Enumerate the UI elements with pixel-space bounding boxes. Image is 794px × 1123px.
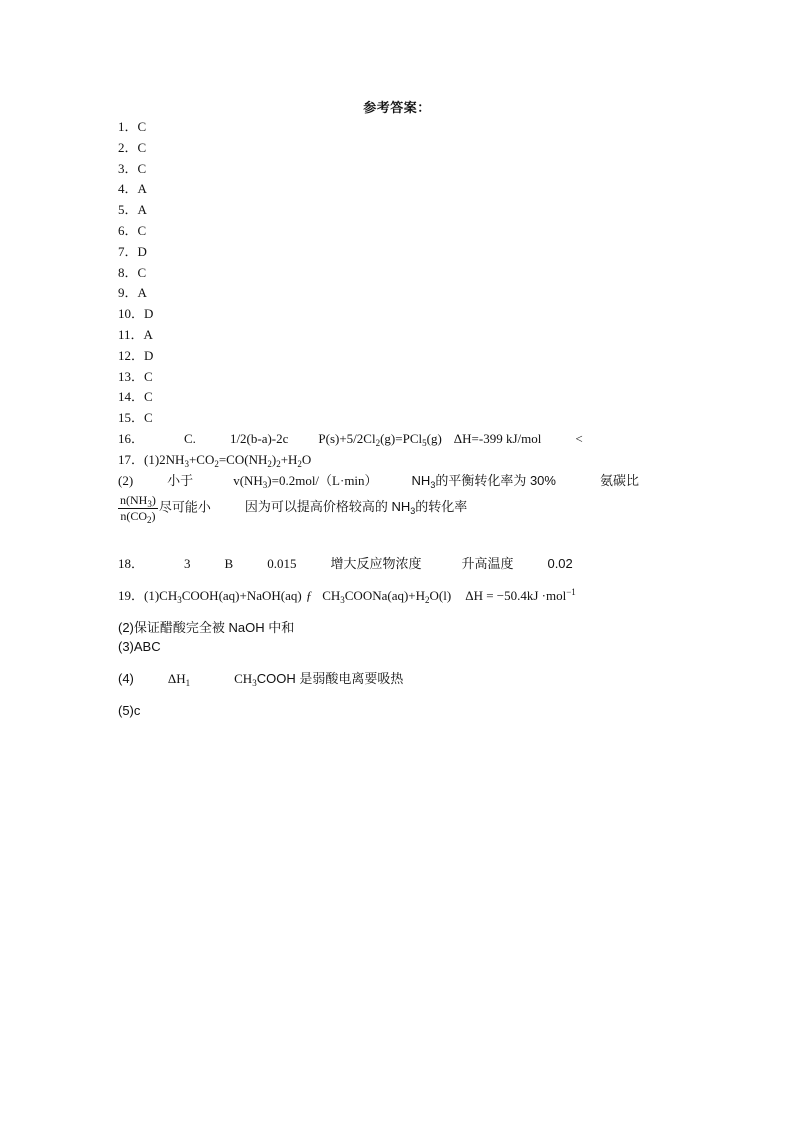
answer-16	[118, 431, 583, 447]
answer-17-sub-2: (2)	[118, 473, 134, 488]
answer-number: 14．	[118, 389, 145, 405]
answer-16-part-a: C.	[184, 431, 196, 446]
answer-number: 4．	[118, 181, 138, 197]
answer-choice: C	[137, 160, 147, 176]
answer-item	[118, 181, 147, 197]
answer-18-number: 18．	[118, 556, 145, 571]
answer-18-part-e: 升高温度	[461, 556, 514, 571]
ammonia-carbon-ratio-fraction: $\frac{n(NH_3)}{n(CO_2)}$	[120, 493, 156, 525]
answer-number: 9．	[118, 285, 138, 301]
answer-item	[118, 223, 146, 239]
answer-item	[118, 348, 153, 364]
answer-18-part-c: 0.015	[267, 556, 297, 571]
answer-number: 1．	[118, 119, 138, 134]
answer-number: 6．	[118, 223, 138, 238]
answer-17-part-c: $NH_3$的平衡转化率为 30%	[411, 473, 556, 490]
answer-choice: D	[137, 243, 147, 259]
answer-17-part-a: 小于	[167, 473, 194, 488]
answer-number: 13．	[118, 368, 145, 384]
answer-item	[118, 119, 146, 135]
answer-choice: A	[137, 202, 147, 218]
answer-16-part-c: $P(s)+5/2Cl_2(g)=PCl_5(g)$	[318, 431, 442, 448]
answer-number: 12．	[118, 347, 145, 363]
answer-17-line-1	[118, 452, 311, 468]
answer-item	[118, 327, 153, 343]
answer-item	[118, 285, 147, 301]
answer-choice: A	[137, 285, 147, 301]
answer-18-part-b: B	[224, 556, 234, 571]
answer-choice: C	[137, 264, 147, 280]
answer-number: 7．	[118, 243, 138, 259]
answer-item	[118, 161, 146, 177]
answer-number: 5．	[118, 202, 138, 218]
answer-number: 15．	[118, 410, 145, 426]
answer-17-line-3	[118, 493, 467, 524]
answer-18	[118, 556, 573, 572]
answer-number: 3．	[118, 160, 138, 176]
answer-19-equation: $(1)CH_3COOH(aq)+NaOH(aq)$ ƒ $CH_3COONa(aq)+H_2O(l)$	[144, 588, 452, 605]
answer-choice: C	[144, 368, 153, 384]
answer-item	[118, 410, 153, 426]
answer-19-line-5: (5)c	[118, 703, 141, 718]
answer-number: 11．	[118, 327, 144, 342]
answer-18-part-f: 0.02	[547, 556, 573, 571]
answer-item	[118, 369, 153, 385]
answer-19-line-4	[118, 671, 403, 687]
answer-17-part-b: $v(NH_3)=0.2mol/(L\cdot\min)$	[233, 473, 378, 490]
answer-19-line-1	[118, 588, 576, 604]
answer-19-number: 19．	[118, 588, 145, 603]
answer-number: 10．	[118, 306, 145, 322]
answer-19-part-a: $\Delta H_1$	[167, 671, 191, 688]
answer-number: 8．	[118, 264, 138, 280]
answer-choice: C	[144, 389, 153, 405]
answer-item	[118, 244, 147, 260]
answer-choice: C	[144, 410, 153, 426]
answer-16-number: 16．	[118, 431, 145, 446]
answer-17-part-d: 氨碳比	[599, 473, 639, 488]
answer-18-part-d: 增大反应物浓度	[330, 556, 422, 571]
answer-18-part-a: 3	[184, 556, 191, 571]
answer-17-part-e: 尽可能小	[158, 499, 211, 515]
answer-16-part-d: ΔH=-399 kJ/mol	[453, 431, 542, 446]
answer-choice: D	[144, 347, 154, 363]
answer-19-line-2: (2)保证醋酸完全被 NaOH 中和	[118, 620, 295, 635]
answer-item	[118, 265, 146, 281]
answer-item	[118, 306, 153, 322]
answer-16-part-b: 1/2(b-a)-2c	[229, 431, 289, 446]
answer-item	[118, 202, 147, 218]
page-title: 参考答案：	[363, 100, 431, 115]
answer-17-line-2	[118, 473, 639, 489]
answer-19-part-b: $CH_3COOH$ 是弱酸电离要吸热	[234, 671, 404, 688]
answer-19-line-3: (3)ABC	[118, 639, 161, 654]
answer-number: 2．	[118, 139, 138, 155]
answer-17-part-f: 因为可以提高价格较高的 $NH_3$的转化率	[244, 499, 468, 517]
answer-choice: A	[137, 181, 147, 197]
answer-choice: C	[137, 139, 147, 155]
answer-16-part-e: <	[575, 431, 583, 446]
answer-choice: C	[137, 119, 147, 134]
answer-choice: D	[144, 306, 154, 322]
answer-choice: C	[137, 223, 147, 238]
answer-17-equation: $(1)2NH_3+CO_2=CO(NH_2)_2+H_2O$	[144, 452, 312, 469]
answer-item	[118, 140, 146, 156]
answer-19-sub-4: (4)	[118, 671, 134, 686]
answer-item	[118, 389, 153, 405]
answer-19-enthalpy: ΔH = −50.4kJ ·mol$^{-1}$	[465, 587, 576, 603]
answer-choice: A	[143, 327, 153, 342]
answer-17-number: 17．	[118, 452, 145, 467]
